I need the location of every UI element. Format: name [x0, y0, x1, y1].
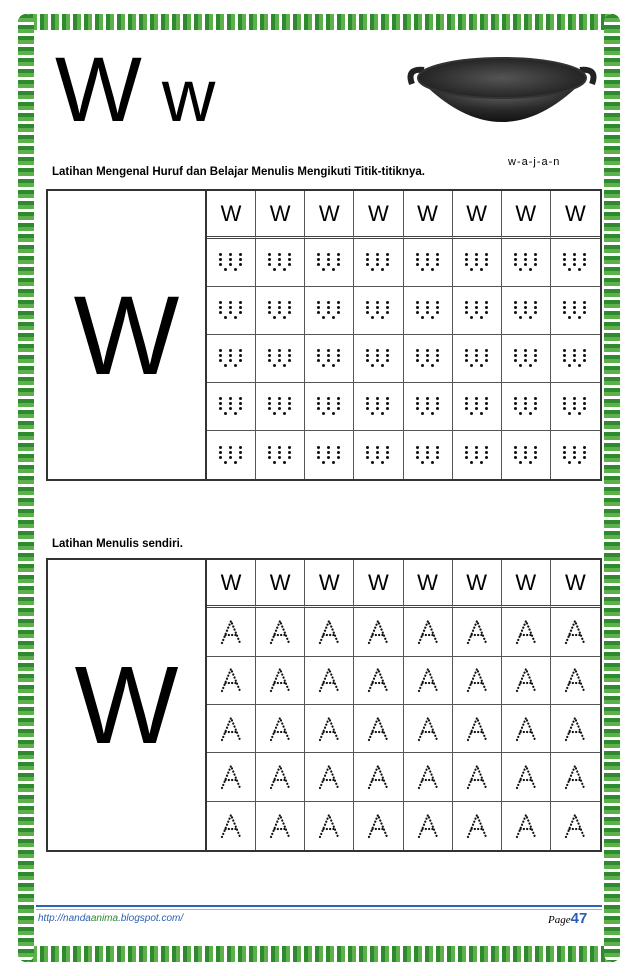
trace-cell[interactable]: [404, 657, 453, 705]
dotted-w-guide: [219, 397, 243, 416]
trace-cell[interactable]: [207, 383, 256, 431]
lowercase-letter: w: [161, 54, 216, 137]
trace-cell[interactable]: [551, 657, 600, 705]
trace-cell[interactable]: [354, 239, 403, 287]
trace-cell[interactable]: [305, 608, 354, 656]
trace-cell[interactable]: [207, 335, 256, 383]
trace-cell[interactable]: [404, 383, 453, 431]
trace-cell[interactable]: [207, 705, 256, 753]
trace-cell[interactable]: [404, 608, 453, 656]
dotted-w-guide: [465, 397, 489, 416]
trace-cell[interactable]: [354, 608, 403, 656]
url-part-1: http://nanda: [38, 913, 91, 924]
trace-cell[interactable]: [354, 705, 403, 753]
header-letter-cell: W: [207, 191, 256, 239]
trace-cell[interactable]: [305, 802, 354, 850]
trace-cell[interactable]: [305, 657, 354, 705]
trace-cell[interactable]: [404, 335, 453, 383]
trace-cell[interactable]: [453, 753, 502, 801]
trace-cell[interactable]: [305, 239, 354, 287]
dotted-w-guide: [219, 301, 243, 320]
dotted-a-guide: [416, 619, 440, 645]
trace-cell[interactable]: [551, 753, 600, 801]
vine-border-right: [604, 14, 620, 962]
dotted-a-guide: [268, 813, 292, 839]
dotted-a-guide: [317, 813, 341, 839]
trace-cell[interactable]: [256, 705, 305, 753]
dotted-w-guide: [317, 446, 341, 465]
trace-cell[interactable]: [551, 287, 600, 335]
page-indicator: [548, 910, 587, 927]
dotted-a-guide: [416, 716, 440, 742]
dotted-w-guide: [563, 397, 587, 416]
dotted-w-guide: [219, 349, 243, 368]
wok-image: [404, 46, 600, 154]
dotted-a-guide: [219, 619, 243, 645]
header-letter-cell: W: [305, 191, 354, 239]
tracing-grid-1: [207, 191, 600, 479]
trace-cell[interactable]: [256, 802, 305, 850]
trace-cell[interactable]: [502, 239, 551, 287]
trace-cell[interactable]: [305, 287, 354, 335]
dotted-w-guide: [465, 253, 489, 272]
dotted-w-guide: [465, 301, 489, 320]
dotted-w-guide: [563, 253, 587, 272]
trace-cell[interactable]: [256, 287, 305, 335]
dotted-a-guide: [416, 813, 440, 839]
dotted-w-guide: [268, 301, 292, 320]
dotted-w-guide: [317, 301, 341, 320]
trace-cell[interactable]: [305, 383, 354, 431]
header-letter-cell: W: [256, 560, 305, 608]
dotted-a-guide: [219, 667, 243, 693]
trace-cell[interactable]: [404, 753, 453, 801]
dotted-w-guide: [366, 446, 390, 465]
dotted-w-guide: [563, 301, 587, 320]
dotted-w-guide: [563, 446, 587, 465]
dotted-a-guide: [219, 716, 243, 742]
trace-cell[interactable]: [404, 705, 453, 753]
trace-cell[interactable]: [551, 335, 600, 383]
dotted-a-guide: [465, 667, 489, 693]
dotted-a-guide: [514, 764, 538, 790]
dotted-w-guide: [219, 253, 243, 272]
trace-cell[interactable]: [305, 431, 354, 479]
dotted-w-guide: [366, 349, 390, 368]
dotted-a-guide: [514, 813, 538, 839]
trace-cell[interactable]: [502, 431, 551, 479]
trace-cell[interactable]: [207, 753, 256, 801]
trace-cell[interactable]: [354, 383, 403, 431]
dotted-a-guide: [268, 667, 292, 693]
dotted-w-guide: [465, 349, 489, 368]
trace-cell[interactable]: [354, 335, 403, 383]
dotted-a-guide: [268, 716, 292, 742]
trace-cell[interactable]: [502, 657, 551, 705]
trace-cell[interactable]: [305, 705, 354, 753]
dotted-a-guide: [366, 716, 390, 742]
dotted-w-guide: [268, 349, 292, 368]
dotted-w-guide: [268, 446, 292, 465]
dotted-a-guide: [366, 667, 390, 693]
dotted-w-guide: [268, 397, 292, 416]
trace-cell[interactable]: [256, 335, 305, 383]
dotted-a-guide: [563, 813, 587, 839]
dotted-w-guide: [366, 397, 390, 416]
trace-cell[interactable]: [453, 431, 502, 479]
dotted-a-guide: [366, 764, 390, 790]
dotted-w-guide: [416, 397, 440, 416]
trace-cell[interactable]: [502, 705, 551, 753]
dotted-w-guide: [366, 301, 390, 320]
header-letter-cell: W: [305, 560, 354, 608]
instruction-text-1: Latihan Mengenal Huruf dan Belajar Menulis Mengikuti Titik-titiknya.: [52, 166, 425, 178]
trace-cell[interactable]: [354, 657, 403, 705]
trace-cell[interactable]: [207, 657, 256, 705]
trace-cell[interactable]: [502, 287, 551, 335]
vine-border-left: [18, 14, 34, 962]
trace-cell[interactable]: [551, 383, 600, 431]
trace-cell[interactable]: [453, 802, 502, 850]
url-part-3: .blogspot.com/: [118, 913, 184, 924]
dotted-a-guide: [514, 619, 538, 645]
dotted-a-guide: [465, 764, 489, 790]
trace-cell[interactable]: [354, 287, 403, 335]
dotted-a-guide: [219, 813, 243, 839]
header-letter-cell: W: [354, 191, 403, 239]
trace-cell[interactable]: [404, 239, 453, 287]
trace-cell[interactable]: [207, 239, 256, 287]
dotted-a-guide: [317, 619, 341, 645]
trace-cell[interactable]: [404, 431, 453, 479]
trace-cell[interactable]: [354, 431, 403, 479]
trace-cell[interactable]: [551, 239, 600, 287]
trace-cell[interactable]: [551, 431, 600, 479]
dotted-w-guide: [514, 397, 538, 416]
header-letter-cell: W: [502, 560, 551, 608]
dotted-a-guide: [563, 667, 587, 693]
tracing-section-own-writing: [46, 558, 602, 852]
dotted-w-guide: [366, 253, 390, 272]
dotted-a-guide: [563, 619, 587, 645]
header-letter-cell: W: [354, 560, 403, 608]
dotted-a-guide: [465, 619, 489, 645]
dotted-w-guide: [416, 446, 440, 465]
sample-letter: W: [48, 191, 207, 479]
dotted-w-guide: [514, 446, 538, 465]
instruction-text-2: Latihan Menulis sendiri.: [52, 538, 183, 550]
dotted-w-guide: [317, 397, 341, 416]
dotted-w-guide: [514, 253, 538, 272]
trace-cell[interactable]: [453, 335, 502, 383]
header-letter-cell: W: [502, 191, 551, 239]
trace-cell[interactable]: [551, 705, 600, 753]
trace-cell[interactable]: [207, 287, 256, 335]
trace-cell[interactable]: [207, 431, 256, 479]
trace-cell[interactable]: [453, 239, 502, 287]
vine-border-top: [18, 14, 620, 30]
dotted-a-guide: [268, 619, 292, 645]
trace-cell[interactable]: [502, 335, 551, 383]
tracing-grid-2: [207, 560, 600, 850]
trace-cell[interactable]: [404, 287, 453, 335]
vine-border-bottom: [18, 946, 620, 962]
letter-heading: [55, 39, 216, 141]
picture-label: w-a-j-a-n: [508, 156, 561, 168]
header-letter-cell: W: [453, 191, 502, 239]
footer-link[interactable]: [38, 913, 183, 924]
dotted-a-guide: [416, 667, 440, 693]
header-letter-cell: W: [404, 560, 453, 608]
dotted-a-guide: [317, 716, 341, 742]
footer-divider: [36, 905, 602, 907]
header-letter-cell: W: [453, 560, 502, 608]
dotted-a-guide: [465, 716, 489, 742]
trace-cell[interactable]: [207, 802, 256, 850]
dotted-w-guide: [219, 446, 243, 465]
dotted-a-guide: [366, 813, 390, 839]
dotted-w-guide: [514, 301, 538, 320]
trace-cell[interactable]: [453, 608, 502, 656]
url-part-2: anima: [90, 913, 119, 924]
trace-cell[interactable]: [551, 608, 600, 656]
trace-cell[interactable]: [502, 802, 551, 850]
trace-cell[interactable]: [256, 753, 305, 801]
dotted-w-guide: [317, 253, 341, 272]
dotted-w-guide: [514, 349, 538, 368]
trace-cell[interactable]: [502, 608, 551, 656]
header-letter-cell: W: [404, 191, 453, 239]
dotted-w-guide: [317, 349, 341, 368]
trace-cell[interactable]: [502, 383, 551, 431]
page-label-text: Page: [548, 914, 571, 926]
trace-cell[interactable]: [256, 431, 305, 479]
dotted-a-guide: [317, 667, 341, 693]
dotted-w-guide: [416, 253, 440, 272]
trace-cell[interactable]: [305, 335, 354, 383]
trace-cell[interactable]: [207, 608, 256, 656]
dotted-w-guide: [416, 349, 440, 368]
header-letter-cell: W: [207, 560, 256, 608]
trace-cell[interactable]: [256, 608, 305, 656]
dotted-w-guide: [465, 446, 489, 465]
trace-cell[interactable]: [256, 239, 305, 287]
trace-cell[interactable]: [256, 383, 305, 431]
trace-cell[interactable]: [453, 657, 502, 705]
trace-cell[interactable]: [453, 705, 502, 753]
footer-divider-light: [36, 909, 602, 910]
dotted-w-guide: [563, 349, 587, 368]
dotted-a-guide: [416, 764, 440, 790]
dotted-a-guide: [514, 716, 538, 742]
trace-cell[interactable]: [404, 802, 453, 850]
trace-cell[interactable]: [453, 383, 502, 431]
dotted-w-guide: [416, 301, 440, 320]
trace-cell[interactable]: [354, 753, 403, 801]
dotted-w-guide: [268, 253, 292, 272]
dotted-a-guide: [366, 619, 390, 645]
header-letter-cell: W: [551, 191, 600, 239]
dotted-a-guide: [563, 716, 587, 742]
trace-cell[interactable]: [256, 657, 305, 705]
sample-letter: W: [48, 560, 207, 850]
dotted-a-guide: [317, 764, 341, 790]
dotted-a-guide: [514, 667, 538, 693]
tracing-section-dotted-w: [46, 189, 602, 481]
dotted-a-guide: [465, 813, 489, 839]
trace-cell[interactable]: [502, 753, 551, 801]
uppercase-letter: W: [55, 39, 142, 141]
header-letter-cell: W: [551, 560, 600, 608]
trace-cell[interactable]: [551, 802, 600, 850]
header-letter-cell: W: [256, 191, 305, 239]
dotted-a-guide: [268, 764, 292, 790]
trace-cell[interactable]: [453, 287, 502, 335]
trace-cell[interactable]: [305, 753, 354, 801]
page-number: 47: [570, 910, 588, 927]
dotted-a-guide: [219, 764, 243, 790]
dotted-a-guide: [563, 764, 587, 790]
trace-cell[interactable]: [354, 802, 403, 850]
